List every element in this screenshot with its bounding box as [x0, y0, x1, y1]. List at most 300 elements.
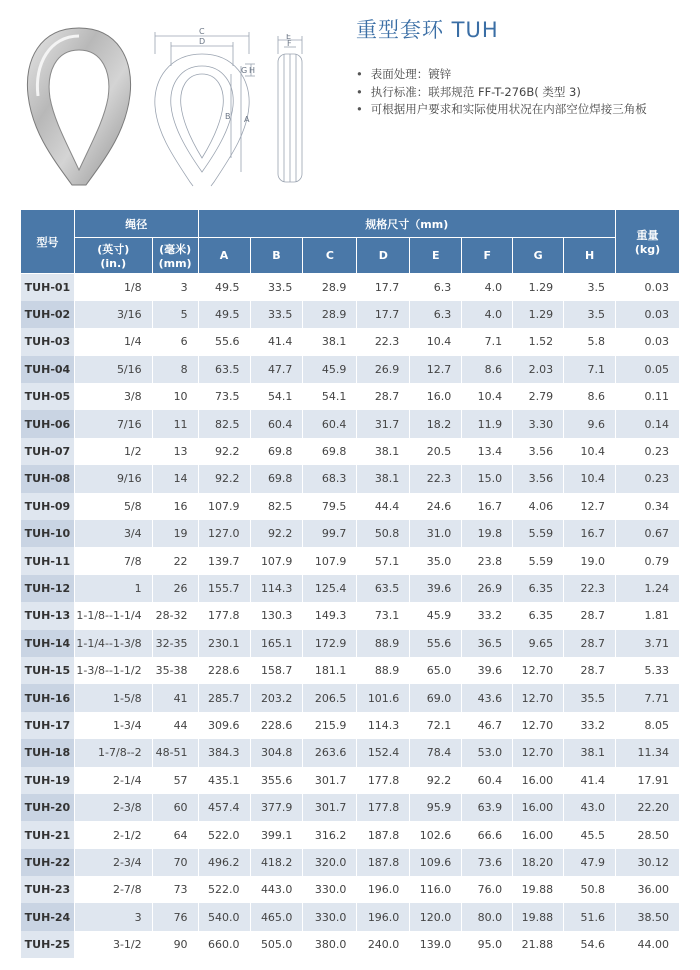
table-cell: 540.0: [198, 903, 250, 930]
table-cell: 22.3: [357, 328, 410, 355]
table-cell: 45.9: [410, 602, 462, 629]
table-cell: 149.3: [303, 602, 357, 629]
table-cell: 8: [152, 356, 198, 383]
table-cell: 28.9: [303, 301, 357, 328]
table-cell: 196.0: [357, 876, 410, 903]
table-cell: 1/2: [74, 438, 152, 465]
table-cell: 24.6: [410, 493, 462, 520]
table-cell: 69.8: [303, 438, 357, 465]
table-cell: 2-3/8: [74, 794, 152, 821]
table-cell: 26.9: [357, 356, 410, 383]
table-cell: 505.0: [250, 931, 303, 958]
table-row: [21, 931, 680, 958]
table-cell: 165.1: [250, 630, 303, 657]
model-cell: TUH-23: [21, 876, 75, 903]
table-cell: 109.6: [410, 849, 462, 876]
table-cell: 380.0: [303, 931, 357, 958]
table-row: [21, 356, 680, 383]
table-cell: 5.59: [513, 520, 564, 547]
table-cell: 33.5: [250, 274, 303, 301]
table-cell: 4.06: [513, 493, 564, 520]
table-cell: 6.35: [513, 602, 564, 629]
label-a: A: [244, 115, 250, 124]
table-cell: 17.7: [357, 301, 410, 328]
table-cell: 80.0: [462, 903, 513, 930]
table-cell: 1-5/8: [74, 684, 152, 711]
table-cell: 69.0: [410, 684, 462, 711]
table-cell: 79.5: [303, 493, 357, 520]
header-dim-b: B: [250, 238, 303, 274]
table-cell: 11.34: [616, 739, 680, 766]
table-cell: 1-1/4--1-3/8: [74, 630, 152, 657]
table-cell: 41: [152, 684, 198, 711]
table-cell: 47.7: [250, 356, 303, 383]
table-cell: 1-1/8--1-1/4: [74, 602, 152, 629]
table-cell: 5.33: [616, 657, 680, 684]
table-cell: 19.88: [513, 903, 564, 930]
table-cell: 107.9: [303, 547, 357, 574]
model-cell: TUH-16: [21, 684, 75, 711]
table-cell: 5: [152, 301, 198, 328]
table-cell: 3-1/2: [74, 931, 152, 958]
table-cell: 49.5: [198, 274, 250, 301]
header-dimensions: 规格尺寸（mm): [198, 210, 615, 238]
table-row: [21, 575, 680, 602]
table-cell: 12.70: [513, 657, 564, 684]
table-cell: 102.6: [410, 821, 462, 848]
table-cell: 320.0: [303, 849, 357, 876]
table-cell: 16.7: [462, 493, 513, 520]
table-cell: 11: [152, 410, 198, 437]
table-cell: 522.0: [198, 821, 250, 848]
table-cell: 377.9: [250, 794, 303, 821]
model-cell: TUH-02: [21, 301, 75, 328]
header-mm: (毫米) (mm): [152, 238, 198, 274]
table-cell: 28.7: [564, 602, 616, 629]
table-cell: 3.71: [616, 630, 680, 657]
table-cell: 22.3: [564, 575, 616, 602]
table-cell: 1.29: [513, 301, 564, 328]
table-cell: 152.4: [357, 739, 410, 766]
table-cell: 12.7: [564, 493, 616, 520]
table-cell: 82.5: [250, 493, 303, 520]
table-cell: 107.9: [198, 493, 250, 520]
table-cell: 3.56: [513, 438, 564, 465]
table-cell: 330.0: [303, 876, 357, 903]
table-cell: 3.5: [564, 274, 616, 301]
table-cell: 3.30: [513, 410, 564, 437]
table-cell: 309.6: [198, 712, 250, 739]
label-e: E: [286, 34, 292, 41]
table-cell: 55.6: [410, 630, 462, 657]
table-row: [21, 547, 680, 574]
table-cell: 44.4: [357, 493, 410, 520]
table-cell: 28.7: [564, 630, 616, 657]
table-cell: 240.0: [357, 931, 410, 958]
table-cell: 32-35: [152, 630, 198, 657]
table-cell: 2-7/8: [74, 876, 152, 903]
table-cell: 660.0: [198, 931, 250, 958]
table-cell: 68.3: [303, 465, 357, 492]
table-cell: 10.4: [564, 465, 616, 492]
table-cell: 1: [74, 575, 152, 602]
table-cell: 1.29: [513, 274, 564, 301]
table-row: [21, 493, 680, 520]
table-cell: 114.3: [250, 575, 303, 602]
table-cell: 36.5: [462, 630, 513, 657]
table-cell: 0.03: [616, 328, 680, 355]
table-cell: 63.5: [357, 575, 410, 602]
table-cell: 177.8: [357, 794, 410, 821]
table-cell: 3: [74, 903, 152, 930]
table-cell: 196.0: [357, 903, 410, 930]
table-cell: 19.0: [564, 547, 616, 574]
table-cell: 116.0: [410, 876, 462, 903]
table-cell: 1/8: [74, 274, 152, 301]
table-cell: 125.4: [303, 575, 357, 602]
model-cell: TUH-17: [21, 712, 75, 739]
table-cell: 522.0: [198, 876, 250, 903]
model-cell: TUH-05: [21, 383, 75, 410]
table-cell: 457.4: [198, 794, 250, 821]
table-cell: 0.03: [616, 274, 680, 301]
table-cell: 1.81: [616, 602, 680, 629]
table-cell: 465.0: [250, 903, 303, 930]
table-cell: 1-3/4: [74, 712, 152, 739]
label-c: C: [199, 27, 205, 36]
table-cell: 127.0: [198, 520, 250, 547]
table-cell: 11.9: [462, 410, 513, 437]
table-cell: 28.7: [357, 383, 410, 410]
model-cell: TUH-04: [21, 356, 75, 383]
table-cell: 1.24: [616, 575, 680, 602]
table-cell: 330.0: [303, 903, 357, 930]
table-cell: 22: [152, 547, 198, 574]
table-row: [21, 794, 680, 821]
table-cell: 57: [152, 767, 198, 794]
table-cell: 10: [152, 383, 198, 410]
table-cell: 26: [152, 575, 198, 602]
product-photo: [20, 20, 138, 190]
table-cell: 95.9: [410, 794, 462, 821]
table-cell: 55.6: [198, 328, 250, 355]
table-cell: 69.8: [250, 438, 303, 465]
table-cell: 316.2: [303, 821, 357, 848]
table-cell: 6: [152, 328, 198, 355]
table-cell: 181.1: [303, 657, 357, 684]
table-cell: 76.0: [462, 876, 513, 903]
table-row: [21, 684, 680, 711]
spec-item: • 可根据用户要求和实际使用状况在内部空位焊接三角板: [356, 101, 647, 119]
table-cell: 48-51: [152, 739, 198, 766]
table-cell: 172.9: [303, 630, 357, 657]
table-cell: 57.1: [357, 547, 410, 574]
table-cell: 263.6: [303, 739, 357, 766]
model-cell: TUH-20: [21, 794, 75, 821]
table-cell: 355.6: [250, 767, 303, 794]
table-cell: 16.00: [513, 794, 564, 821]
spec-item: • 执行标准：联邦规范 FF-T-276B( 类型 3): [356, 84, 647, 102]
table-cell: 215.9: [303, 712, 357, 739]
model-cell: TUH-14: [21, 630, 75, 657]
table-cell: 73: [152, 876, 198, 903]
table-cell: 76: [152, 903, 198, 930]
spec-list: [356, 66, 647, 119]
table-cell: 33.2: [564, 712, 616, 739]
header-rope-diameter: 绳径: [74, 210, 198, 238]
table-cell: 44: [152, 712, 198, 739]
header-dim-c: C: [303, 238, 357, 274]
table-cell: 38.50: [616, 903, 680, 930]
model-cell: TUH-19: [21, 767, 75, 794]
table-cell: 0.67: [616, 520, 680, 547]
model-cell: TUH-10: [21, 520, 75, 547]
table-cell: 7/16: [74, 410, 152, 437]
table-cell: 60: [152, 794, 198, 821]
table-cell: 0.23: [616, 438, 680, 465]
side-view-diagram: [268, 34, 313, 186]
table-cell: 301.7: [303, 767, 357, 794]
model-cell: TUH-13: [21, 602, 75, 629]
table-cell: 88.9: [357, 657, 410, 684]
table-cell: 230.1: [198, 630, 250, 657]
table-row: [21, 438, 680, 465]
table-cell: 69.8: [250, 465, 303, 492]
table-cell: 33.5: [250, 301, 303, 328]
table-cell: 35.0: [410, 547, 462, 574]
table-cell: 0.14: [616, 410, 680, 437]
table-cell: 177.8: [357, 767, 410, 794]
table-cell: 12.70: [513, 739, 564, 766]
table-cell: 1-7/8--2: [74, 739, 152, 766]
table-cell: 228.6: [250, 712, 303, 739]
header-dim-f: F: [462, 238, 513, 274]
table-cell: 38.1: [357, 438, 410, 465]
table-cell: 301.7: [303, 794, 357, 821]
table-cell: 28.50: [616, 821, 680, 848]
table-cell: 53.0: [462, 739, 513, 766]
table-cell: 19.8: [462, 520, 513, 547]
header-dim-g: G: [513, 238, 564, 274]
table-cell: 17.7: [357, 274, 410, 301]
table-cell: 65.0: [410, 657, 462, 684]
table-cell: 41.4: [564, 767, 616, 794]
table-cell: 28.9: [303, 274, 357, 301]
model-cell: TUH-03: [21, 328, 75, 355]
table-cell: 17.91: [616, 767, 680, 794]
header-inch: (英寸) (in.): [74, 238, 152, 274]
table-cell: 1/4: [74, 328, 152, 355]
model-cell: TUH-06: [21, 410, 75, 437]
table-cell: 19.88: [513, 876, 564, 903]
table-cell: 70: [152, 849, 198, 876]
model-cell: TUH-12: [21, 575, 75, 602]
table-cell: 3.5: [564, 301, 616, 328]
table-cell: 7.1: [462, 328, 513, 355]
table-cell: 90: [152, 931, 198, 958]
table-cell: 2-3/4: [74, 849, 152, 876]
table-cell: 28-32: [152, 602, 198, 629]
table-cell: 3/16: [74, 301, 152, 328]
table-cell: 21.88: [513, 931, 564, 958]
table-cell: 49.5: [198, 301, 250, 328]
table-cell: 9/16: [74, 465, 152, 492]
table-cell: 45.5: [564, 821, 616, 848]
table-cell: 38.1: [357, 465, 410, 492]
table-row: [21, 465, 680, 492]
table-cell: 63.9: [462, 794, 513, 821]
table-cell: 73.6: [462, 849, 513, 876]
model-cell: TUH-07: [21, 438, 75, 465]
table-cell: 72.1: [410, 712, 462, 739]
label-f: F: [287, 39, 292, 48]
header-model: 型号: [21, 210, 75, 274]
table-row: [21, 767, 680, 794]
table-cell: 158.7: [250, 657, 303, 684]
table-cell: 50.8: [564, 876, 616, 903]
table-cell: 4.0: [462, 274, 513, 301]
table-cell: 54.1: [250, 383, 303, 410]
table-cell: 206.5: [303, 684, 357, 711]
table-cell: 3.56: [513, 465, 564, 492]
table-cell: 88.9: [357, 630, 410, 657]
table-cell: 285.7: [198, 684, 250, 711]
table-cell: 54.1: [303, 383, 357, 410]
table-cell: 92.2: [198, 465, 250, 492]
table-cell: 443.0: [250, 876, 303, 903]
table-cell: 50.8: [357, 520, 410, 547]
table-cell: 43.0: [564, 794, 616, 821]
table-cell: 12.70: [513, 712, 564, 739]
table-cell: 16.00: [513, 821, 564, 848]
table-cell: 139.0: [410, 931, 462, 958]
table-cell: 20.5: [410, 438, 462, 465]
table-cell: 16.00: [513, 767, 564, 794]
model-cell: TUH-22: [21, 849, 75, 876]
table-cell: 8.05: [616, 712, 680, 739]
table-cell: 35.5: [564, 684, 616, 711]
header-dim-e: E: [410, 238, 462, 274]
table-row: [21, 520, 680, 547]
label-g: G: [241, 66, 248, 75]
table-cell: 418.2: [250, 849, 303, 876]
table-cell: 0.34: [616, 493, 680, 520]
table-cell: 39.6: [410, 575, 462, 602]
table-cell: 92.2: [250, 520, 303, 547]
table-cell: 33.2: [462, 602, 513, 629]
table-cell: 5/8: [74, 493, 152, 520]
table-cell: 26.9: [462, 575, 513, 602]
front-view-diagram: [145, 24, 260, 192]
table-cell: 2-1/2: [74, 821, 152, 848]
table-cell: 7/8: [74, 547, 152, 574]
table-cell: 16.7: [564, 520, 616, 547]
table-cell: 38.1: [303, 328, 357, 355]
table-cell: 12.70: [513, 684, 564, 711]
table-cell: 0.79: [616, 547, 680, 574]
table-cell: 73.5: [198, 383, 250, 410]
table-cell: 9.6: [564, 410, 616, 437]
table-cell: 38.1: [564, 739, 616, 766]
spec-item: • 表面处理：镀锌: [356, 66, 647, 84]
model-cell: TUH-18: [21, 739, 75, 766]
table-cell: 18.20: [513, 849, 564, 876]
table-cell: 22.20: [616, 794, 680, 821]
table-cell: 496.2: [198, 849, 250, 876]
table-cell: 19: [152, 520, 198, 547]
model-cell: TUH-01: [21, 274, 75, 301]
table-cell: 99.7: [303, 520, 357, 547]
table-cell: 92.2: [410, 767, 462, 794]
model-cell: TUH-08: [21, 465, 75, 492]
table-cell: 5.8: [564, 328, 616, 355]
table-cell: 16.0: [410, 383, 462, 410]
table-cell: 92.2: [198, 438, 250, 465]
table-cell: 304.8: [250, 739, 303, 766]
page-title: 重型套环 TUH: [356, 18, 499, 42]
table-cell: 8.6: [564, 383, 616, 410]
table-cell: 2.03: [513, 356, 564, 383]
table-cell: 187.8: [357, 849, 410, 876]
table-cell: 66.6: [462, 821, 513, 848]
table-row: [21, 410, 680, 437]
header-dim-h: H: [564, 238, 616, 274]
table-cell: 12.7: [410, 356, 462, 383]
table-cell: 0.23: [616, 465, 680, 492]
model-cell: TUH-21: [21, 821, 75, 848]
table-row: [21, 657, 680, 684]
table-cell: 82.5: [198, 410, 250, 437]
table-cell: 3: [152, 274, 198, 301]
table-cell: 18.2: [410, 410, 462, 437]
table-cell: 60.4: [250, 410, 303, 437]
table-cell: 0.11: [616, 383, 680, 410]
table-cell: 46.7: [462, 712, 513, 739]
table-cell: 114.3: [357, 712, 410, 739]
table-cell: 15.0: [462, 465, 513, 492]
table-cell: 187.8: [357, 821, 410, 848]
table-cell: 5.59: [513, 547, 564, 574]
table-cell: 47.9: [564, 849, 616, 876]
table-cell: 64: [152, 821, 198, 848]
table-row: [21, 712, 680, 739]
table-cell: 0.03: [616, 301, 680, 328]
table-cell: 10.4: [410, 328, 462, 355]
table-row: [21, 301, 680, 328]
table-cell: 31.7: [357, 410, 410, 437]
table-cell: 2-1/4: [74, 767, 152, 794]
table-cell: 6.3: [410, 274, 462, 301]
table-cell: 60.4: [303, 410, 357, 437]
table-cell: 51.6: [564, 903, 616, 930]
table-row: [21, 328, 680, 355]
table-cell: 3/8: [74, 383, 152, 410]
table-cell: 10.4: [564, 438, 616, 465]
table-cell: 54.6: [564, 931, 616, 958]
label-d: D: [199, 37, 206, 46]
table-cell: 120.0: [410, 903, 462, 930]
table-row: [21, 903, 680, 930]
table-cell: 0.05: [616, 356, 680, 383]
table-row: [21, 602, 680, 629]
table-cell: 43.6: [462, 684, 513, 711]
label-h: H: [249, 66, 256, 75]
label-b: B: [225, 112, 231, 121]
table-cell: 2.79: [513, 383, 564, 410]
table-cell: 4.0: [462, 301, 513, 328]
table-cell: 7.1: [564, 356, 616, 383]
table-cell: 139.7: [198, 547, 250, 574]
